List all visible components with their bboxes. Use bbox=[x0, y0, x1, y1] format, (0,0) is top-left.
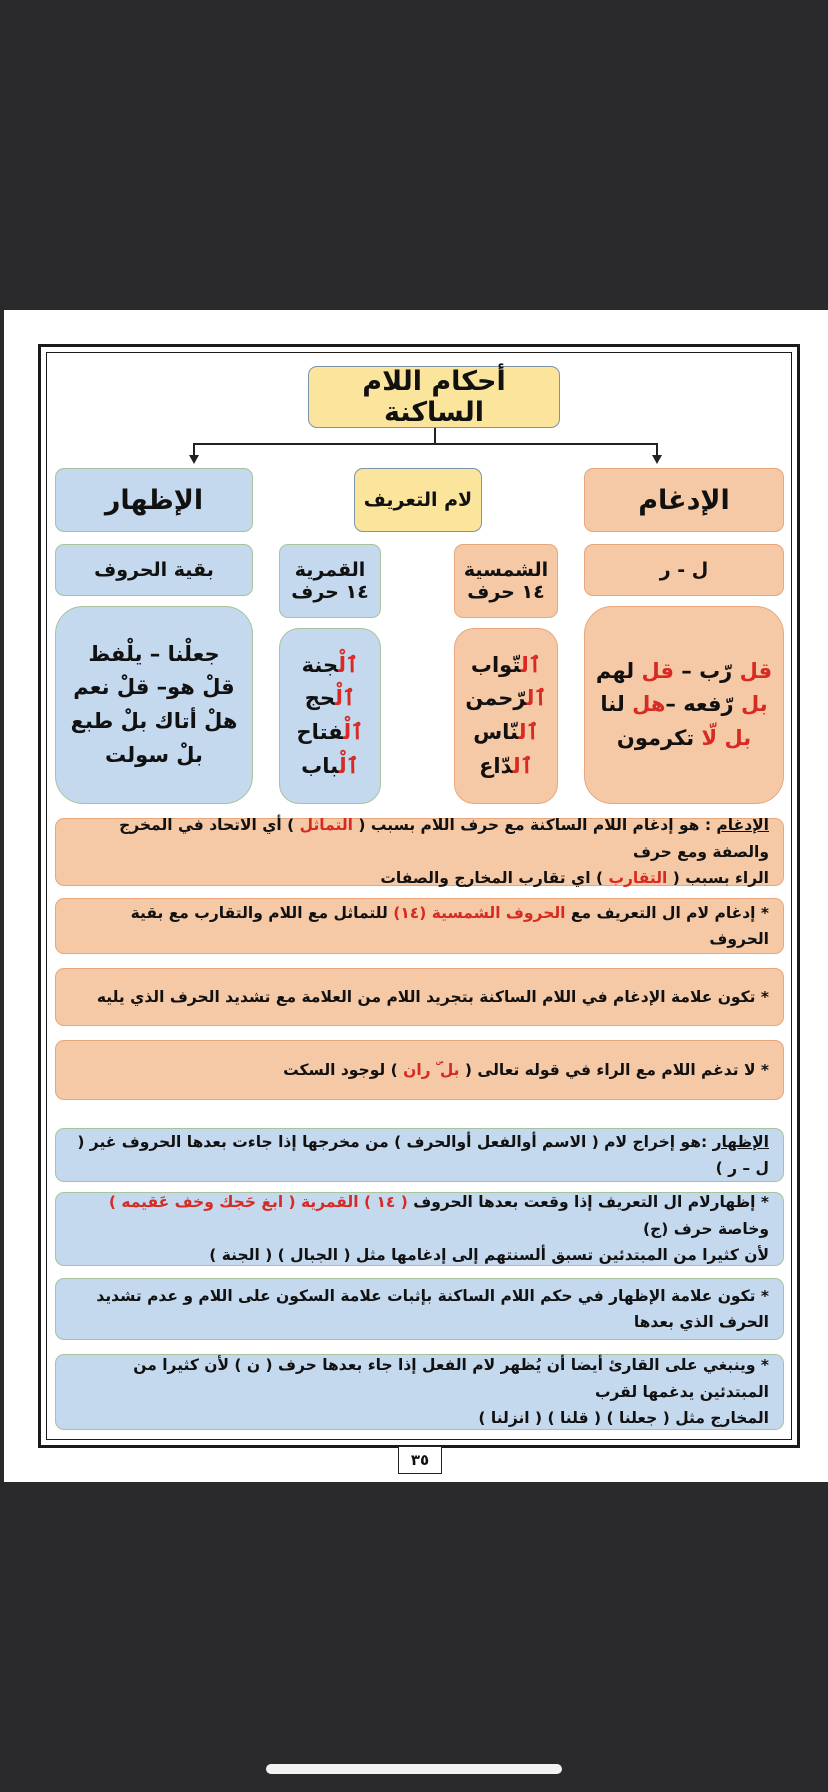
example-line bbox=[71, 638, 238, 672]
qamariya-name: القمرية bbox=[294, 559, 366, 581]
paragraph-line bbox=[70, 1405, 769, 1431]
paragraph-line bbox=[70, 900, 769, 953]
paragraph-line bbox=[70, 1129, 769, 1182]
qamariya-examples-box bbox=[279, 628, 381, 804]
example-segment: دّاع bbox=[479, 753, 513, 778]
paragraph-segment: ) اي تقارب المخارج والصفات bbox=[380, 869, 609, 888]
idgham-letters: ل - ر bbox=[659, 559, 709, 581]
paragraph-line bbox=[70, 1283, 769, 1336]
home-indicator[interactable] bbox=[266, 1764, 562, 1774]
example-segment: ْجنة bbox=[301, 652, 339, 677]
qamariya-count: ١٤ حرف bbox=[291, 581, 369, 603]
example-segment: نّاس bbox=[473, 720, 519, 744]
lam-tarif-label: لام التعريف bbox=[363, 489, 473, 511]
paragraph-line bbox=[70, 1242, 769, 1268]
shamsiya-name: الشمسية bbox=[463, 559, 549, 581]
example-segment: ْفتاح bbox=[296, 720, 344, 744]
paragraph-segment: * إدغام لام ال التعريف مع bbox=[565, 903, 769, 922]
example-segment: لّا bbox=[694, 725, 718, 750]
document-page bbox=[4, 310, 828, 1482]
idgham-note-3 bbox=[55, 1040, 784, 1100]
paragraph-segment: الإدغام bbox=[716, 816, 769, 835]
shamsiya-count: ١٤ حرف bbox=[467, 581, 545, 603]
shamsiya-box bbox=[454, 544, 558, 618]
paragraph-segment: :هو إخراج لام ( الاسم أوالفعل أوالحرف ) من مخرجها إذا جاءت بعدها الحروف غير ( ل – ر ) bbox=[77, 1132, 769, 1177]
example-line bbox=[297, 716, 364, 750]
paragraph-segment: * إظهارلام ال التعريف إذا وقعت بعدها الحروف bbox=[407, 1193, 769, 1212]
paragraph-segment: التقارب bbox=[608, 869, 668, 888]
qamariya-box bbox=[279, 544, 381, 618]
paragraph-segment: بل ۜ ران bbox=[403, 1060, 460, 1079]
example-segment: لهم bbox=[595, 658, 635, 683]
example-segment: هو– bbox=[149, 675, 195, 700]
example-segment: هل bbox=[204, 709, 238, 733]
example-segment: قل bbox=[732, 658, 773, 683]
example-segment: رّب – bbox=[673, 658, 733, 683]
example-segment: بل bbox=[176, 742, 203, 767]
example-segment: نا – يل bbox=[126, 641, 185, 666]
paragraph-line bbox=[70, 1057, 769, 1083]
arrow-left bbox=[189, 455, 199, 464]
example-segment: قل bbox=[634, 658, 674, 683]
shamsiya-examples-box bbox=[454, 628, 558, 804]
example-line bbox=[596, 688, 772, 722]
example-line bbox=[297, 682, 364, 716]
example-segment: ٱل bbox=[520, 652, 542, 677]
paragraph-segment: * لا تدغم اللام مع الراء في قوله تعالى ( bbox=[459, 1060, 769, 1079]
paragraph-segment: * وينبغي على القارئ أيضا أن يُظهر لام الفعل إذا جاء بعدها حرف ( ن ) لأن كثيرا من المبتدئين يدغمها لقرب bbox=[133, 1356, 769, 1401]
paragraph-segment: * تكون علامة الإدغام في اللام الساكنة بتجريد اللام من العلامة مع تشديد الحرف الذي يليه bbox=[96, 987, 769, 1006]
example-line bbox=[71, 671, 238, 705]
izhar-note-3 bbox=[55, 1354, 784, 1430]
example-segment: ٱل bbox=[338, 753, 359, 778]
example-segment: تكرمون bbox=[616, 725, 695, 750]
paragraph-segment: * تكون علامة الإظهار في حكم اللام الساكنة بإثبات علامة السكون على اللام و عدم تشديد الحرف الذي بعدها bbox=[96, 1286, 769, 1331]
izhar-note-2 bbox=[55, 1278, 784, 1340]
izhar-note-1 bbox=[55, 1192, 784, 1266]
paragraph-segment: للتماثل مع اللام والتقارب مع بقية الحروف bbox=[130, 903, 769, 948]
idgham-definition bbox=[55, 818, 784, 886]
izhar-heading bbox=[55, 468, 253, 532]
idgham-note-2 bbox=[55, 968, 784, 1026]
example-segment: هل bbox=[624, 692, 666, 717]
idgham-label: الإدغام bbox=[638, 484, 730, 516]
example-segment: قل bbox=[116, 675, 150, 700]
idgham-letters-box bbox=[584, 544, 784, 596]
idgham-heading bbox=[584, 468, 784, 532]
example-segment: طبع bbox=[70, 709, 114, 733]
izhar-letters: بقية الحروف bbox=[94, 559, 214, 581]
example-line bbox=[596, 655, 772, 689]
tree-connector bbox=[193, 443, 657, 445]
izhar-letters-box bbox=[55, 544, 253, 596]
paragraph-segment: : هو إدغام اللام الساكنة مع حرف اللام بسبب ( bbox=[352, 816, 717, 835]
example-line bbox=[465, 682, 546, 716]
paragraph-line bbox=[70, 1352, 769, 1405]
example-segment: رّحمن bbox=[465, 686, 527, 711]
izhar-label: الإظهار bbox=[104, 484, 204, 516]
paragraph-segment: الراء بسبب ( bbox=[667, 869, 769, 888]
example-line bbox=[465, 716, 546, 750]
page-title bbox=[308, 366, 560, 428]
paragraph-segment: التماثل bbox=[299, 816, 353, 835]
example-segment: ْ bbox=[168, 742, 177, 767]
example-segment: أتاك bbox=[147, 709, 197, 733]
tree-connector bbox=[434, 428, 436, 444]
paragraph-segment: ) لوجود السكت bbox=[283, 1060, 404, 1079]
izhar-examples-box bbox=[55, 606, 253, 804]
example-segment: بل bbox=[733, 692, 768, 717]
title-text: أحكام اللام الساكنة bbox=[362, 366, 506, 428]
example-segment: ٱل bbox=[338, 652, 359, 677]
arrow-right bbox=[652, 455, 662, 464]
izhar-examples bbox=[71, 638, 238, 772]
example-line bbox=[465, 750, 546, 784]
idgham-examples-box bbox=[584, 606, 784, 804]
example-segment: ْ bbox=[196, 709, 205, 733]
idgham-note-1 bbox=[55, 898, 784, 954]
example-line bbox=[297, 649, 364, 683]
idgham-examples bbox=[596, 655, 772, 756]
qamariya-examples bbox=[297, 649, 364, 783]
paragraph-segment: وخاصة حرف (ج) bbox=[643, 1219, 769, 1238]
example-segment: تّواب bbox=[470, 652, 521, 677]
example-segment: نعم bbox=[73, 675, 110, 700]
paragraph-segment: الإظهار bbox=[712, 1132, 769, 1151]
example-line bbox=[596, 722, 772, 756]
page-number bbox=[398, 1446, 442, 1474]
example-segment: ٱل bbox=[512, 753, 533, 778]
example-segment: لنا bbox=[600, 692, 625, 717]
example-segment: بل bbox=[717, 725, 752, 750]
paragraph-segment: المخارج مثل ( جعلنا ) ( قلنا ) ( انزلنا ) bbox=[478, 1409, 769, 1428]
shamsiya-examples bbox=[465, 649, 546, 783]
example-line bbox=[465, 649, 546, 683]
example-segment: سولت bbox=[105, 742, 169, 767]
example-line bbox=[297, 750, 364, 784]
example-segment: ْحج bbox=[304, 686, 336, 711]
example-segment: بل bbox=[120, 709, 148, 733]
example-segment: ْ bbox=[109, 675, 117, 700]
example-segment: ٱل bbox=[518, 720, 539, 744]
example-segment: ْ bbox=[113, 709, 121, 733]
example-line bbox=[71, 705, 238, 739]
example-segment: قل bbox=[202, 675, 235, 700]
example-segment: ْ bbox=[194, 675, 203, 700]
example-segment: ٱل bbox=[335, 686, 356, 711]
paragraph-line bbox=[70, 865, 769, 891]
example-segment: رّفعه – bbox=[665, 692, 734, 717]
paragraph-segment: ) أي الاتحاد في المخرج والصفة ومع حرف bbox=[119, 816, 769, 861]
lam-tarif-heading bbox=[354, 468, 482, 532]
paragraph-line bbox=[70, 812, 769, 865]
example-segment: جعل bbox=[184, 641, 220, 666]
example-segment: فظ bbox=[88, 641, 126, 666]
page-number-text: ٣٥ bbox=[410, 1451, 430, 1469]
example-segment: ْباب bbox=[301, 753, 339, 778]
paragraph-segment: لأن كثيرا من المبتدئين تسبق ألسنتهم إلى إدغامها مثل ( الجبال ) ( الجنة ) bbox=[209, 1246, 769, 1265]
example-line bbox=[71, 739, 238, 773]
paragraph-line bbox=[70, 984, 769, 1010]
paragraph-segment: ( ١٤ ) القمرية ( ابغ حَجك وخف عَقيمه ) bbox=[108, 1193, 408, 1212]
paragraph-segment: الحروف الشمسية (١٤) bbox=[393, 903, 566, 922]
paragraph-line bbox=[70, 1189, 769, 1242]
example-segment: ٱل bbox=[526, 686, 547, 711]
example-segment: ٱل bbox=[343, 720, 364, 744]
izhar-definition bbox=[55, 1128, 784, 1182]
